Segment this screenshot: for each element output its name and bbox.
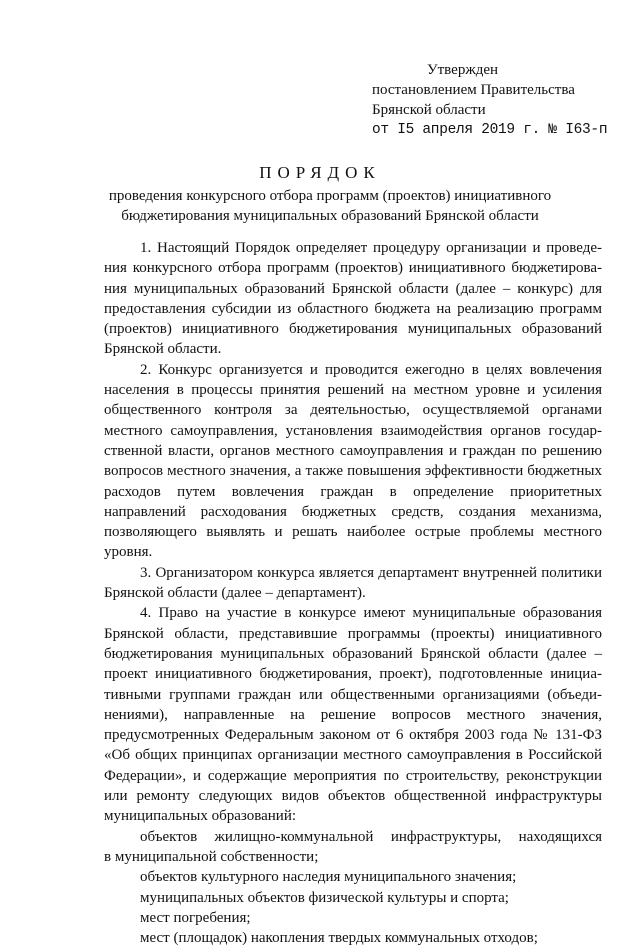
paragraph-1-line: ния конкурсного отбора программ (проектов) инициативного бюджетирова- <box>104 260 602 277</box>
paragraph-3-line: Брянской области (далее – департамент). <box>104 585 366 602</box>
list-item: муниципальных объектов физической культуры и спорта; <box>140 889 509 906</box>
paragraph-4-line: бюджетирования муниципальных образований Брянской области (далее – <box>104 645 602 662</box>
paragraph-1-line: предоставления субсидии из областного бюджета на реализацию программ <box>104 300 602 317</box>
paragraph-1-line: (проектов) инициативного бюджетирования муниципальных образований <box>104 321 602 338</box>
paragraph-2-line: вопросов местного значения, а также повышения эффективности бюджетных <box>104 463 602 480</box>
approval-stamp <box>372 60 607 140</box>
paragraph-2-line: общественного контроля за деятельностью, осуществляемой органами <box>104 402 602 419</box>
approval-line-2: постановлением Правительства <box>372 82 575 98</box>
paragraph-2-line: населения в процессы принятия решений на местном уровне и усиления <box>104 382 602 399</box>
approval-date: от I5 апреля 2019 г. № I63-п <box>372 122 608 138</box>
list-item: мест погребения; <box>140 909 251 926</box>
paragraph-3-line: 3. Организатором конкурса является департамент внутренней политики <box>140 564 602 581</box>
paragraph-2-line: местного самоуправления, установления взаимодействия органов государ- <box>104 422 602 439</box>
paragraph-2-line: 2. Конкурс организуется и проводится ежегодно в целях вовлечения <box>140 361 602 378</box>
approval-line-1: Утвержден <box>427 62 499 78</box>
paragraph-1-line: Брянской области. <box>104 341 222 358</box>
list-item: объектов культурного наследия муниципального значения; <box>140 869 517 886</box>
paragraph-2-line: направлений расходования бюджетных средств, создания механизма, <box>104 503 602 520</box>
subtitle-line: бюджетирования муниципальных образований Брянской области <box>121 208 539 224</box>
paragraph-4-line: предусмотренных Федеральным законом от 6 октября 2003 года № 131-ФЗ <box>104 727 602 744</box>
document-title: ПОРЯДОК <box>259 163 381 182</box>
paragraph-4-line: Брянской области, представившие программы (проекты) инициативного <box>104 625 602 642</box>
paragraph-4-line: 4. Право на участие в конкурсе имеют муниципальные образования <box>140 605 602 622</box>
paragraph-4-line: муниципальных образований: <box>104 808 297 825</box>
paragraph-4-line: нениями), направленные на решение вопросов местного значения, <box>104 706 602 723</box>
subtitle-line: проведения конкурсного отбора программ (проектов) инициативного <box>108 188 552 204</box>
paragraph-2-line: ственной власти, органов местного самоуправления и граждан по решению <box>104 442 602 459</box>
paragraph-2-line: уровня. <box>104 544 153 561</box>
document-body <box>104 238 602 948</box>
approval-line-3: Брянской области <box>372 102 486 118</box>
list-item: мест (площадок) накопления твердых коммунальных отходов; <box>140 930 538 947</box>
paragraph-2-line: расходов путем вовлечения граждан в определение приоритетных <box>104 483 602 500</box>
paragraph-1-line: 1. Настоящий Порядок определяет процедуру организации и проведе- <box>140 240 602 256</box>
paragraph-4-line: или ремонту следующих видов объектов общественной инфраструктуры <box>104 788 602 805</box>
paragraph-4-line: тивными группами граждан или общественными организациями (объеди- <box>104 686 602 703</box>
document-subtitle <box>80 186 580 226</box>
paragraph-4-line: Федерации», и содержащие мероприятия по строительству, реконструкции <box>104 767 602 784</box>
paragraph-2-line: позволяющего выявлять и решать наиболее острые проблемы местного <box>104 524 602 541</box>
paragraph-4-line: «Об общих принципах организации местного самоуправления в Российской <box>104 747 602 764</box>
paragraph-4-line: проект инициативного бюджетирования, проект), подготовленные инициа- <box>104 666 602 683</box>
paragraph-1-line: ния муниципальных образований Брянской области (далее – конкурс) для <box>104 280 602 297</box>
list-item-line: в муниципальной собственности; <box>104 848 319 865</box>
list-item-line: объектов жилищно-коммунальной инфраструктуры, находящихся <box>140 828 602 845</box>
